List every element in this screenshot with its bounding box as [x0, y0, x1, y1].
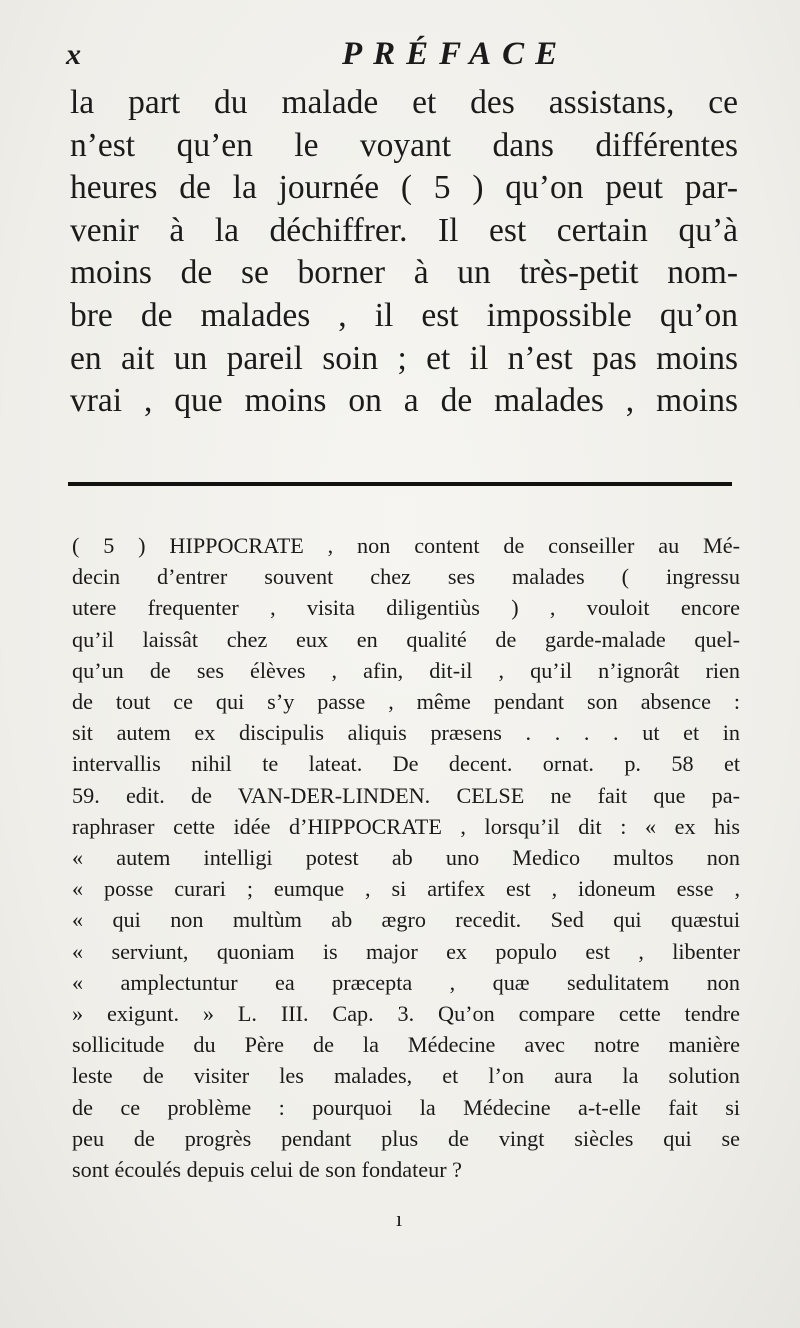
footnote-line: peu de progrès pendant plus de vingt siècles qui se: [72, 1125, 740, 1151]
footnote-line: « autem intelligi potest ab uno Medico multos non: [72, 845, 740, 871]
footnote-line: sollicitude du Père de la Médecine avec notre manière: [72, 1032, 740, 1058]
footnote-line: ( 5 ) HIPPOCRATE , non content de conseiller au Mé-: [72, 533, 740, 558]
footnote-line: leste de visiter les malades, et l’on aura la solution: [72, 1063, 740, 1089]
main-text-line: heures de la journée ( 5 ) qu’on peut par-: [70, 169, 738, 207]
main-text-line: n’est qu’en le voyant dans différentes: [70, 126, 738, 164]
footnote-line: sont écoulés depuis celui de son fondateur ?: [72, 1157, 463, 1183]
footnote-line: « serviunt, quoniam is major ex populo est , libenter: [72, 938, 740, 964]
main-text-line: moins de se borner à un très-petit nom-: [70, 254, 738, 292]
footnote-line: « qui non multùm ab ægro recedit. Sed qui quæstui: [72, 907, 740, 933]
main-text-line: bre de malades , il est impossible qu’on: [70, 296, 738, 334]
footnote-line: » exigunt. » L. III. Cap. 3. Qu’on compare cette tendre: [72, 1001, 740, 1027]
footnote-text: [72, 530, 740, 1185]
footnote-line: 59. edit. de VAN-DER-LINDEN. CELSE ne fait que pa-: [72, 782, 740, 808]
footnote-line: intervallis nihil te lateat. De decent. ornat. p. 58 et: [72, 751, 740, 777]
footnote-line: utere frequenter , visita diligentiùs ) , vouloit encore: [72, 595, 740, 621]
main-text-line: en ait un pareil soin ; et il n’est pas moins: [70, 339, 738, 377]
footnote-line: decin d’entrer souvent chez ses malades ( ingressu: [72, 564, 740, 590]
footnote-line: de ce problème : pourquoi la Médecine a-t-elle fait si: [72, 1094, 740, 1120]
footnote-line: raphraser cette idée d’HIPPOCRATE , lorsqu’il dit : « ex his: [72, 813, 740, 839]
page-header: [66, 36, 756, 82]
footnote-line: sit autem ex discipulis aliquis præsens . . . . ut et in: [72, 720, 740, 746]
footnote-line: « posse curari ; eumque , si artifex est , idoneum esse ,: [72, 876, 740, 902]
main-text-line: venir à la déchiffrer. Il est certain qu’à: [70, 211, 738, 249]
footnote-divider: [68, 482, 732, 486]
main-text: [70, 82, 738, 423]
main-text-line: vrai , que moins on a de malades , moins: [70, 382, 738, 420]
footnote-line: de tout ce qui s’y passe , même pendant son absence :: [72, 689, 740, 715]
stray-mark: ı: [396, 1206, 403, 1231]
footnote-line: qu’un de ses élèves , afin, dit-il , qu’il n’ignorât rien: [72, 657, 740, 683]
footnote-line: qu’il laissât chez eux en qualité de garde-malade quel-: [72, 626, 740, 652]
page-number: x: [66, 38, 81, 71]
running-title: PRÉFACE: [342, 36, 569, 72]
footnote-line: « amplectuntur ea præcepta , quæ sedulitatem non: [72, 969, 740, 995]
main-text-line: la part du malade et des assistans, ce: [70, 84, 738, 121]
